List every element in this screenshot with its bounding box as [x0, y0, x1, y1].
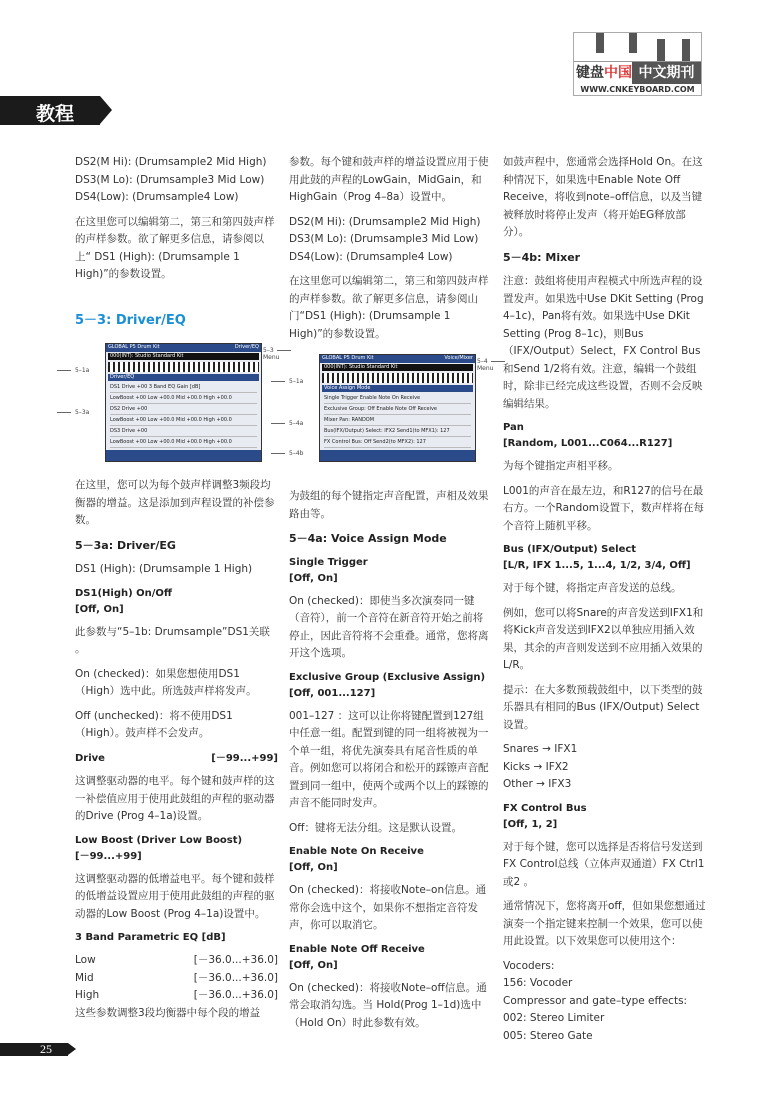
paragraph: On (checked)：即使当多次演奏同一键（音符），前一个音符在新音符开始之前将停止，因此音符将不会重叠。通常，您将离开这个选项。 [289, 594, 489, 659]
paragraph: 为鼓组的每个键指定声音配置，声相及效果路由等。 [289, 490, 489, 520]
paragraph: 这调整驱动器的低增益电平。每个键和鼓样的低增益设置应用于使用此鼓组的声程的驱动器的Low Boost (Prog 4–1a)设置中。 [75, 872, 275, 920]
parameter-name: Low [75, 954, 96, 966]
screen-param-line: Single Trigger Enable Note On Receive [324, 394, 471, 404]
text-line: 156: Vocoder [503, 977, 573, 989]
callout-label: 5–4a [289, 420, 304, 427]
parameter-heading: Enable Note On Receive [Off, On] [289, 846, 424, 873]
paragraph: 在这里您可以编辑第二，第三和第四鼓声样的声样参数。欲了解更多信息，请参阅以上“ DS1 (High): (Drumsample 1 High)”的参数设置。 [75, 215, 275, 280]
paragraph: Off (unchecked)：将不使用DS1（High）。鼓声样不会发声。 [75, 709, 233, 739]
parameter-heading: Low Boost (Driver Low Boost) [－99...+99] [75, 834, 243, 862]
screenshot-figure [75, 339, 278, 467]
line-group [503, 741, 706, 794]
logo-text-left: 键盘 [576, 65, 604, 81]
paragraph: 注意：鼓组将使用声程模式中所选声程的设置发声。如果选中Use DKit Setting (Prog 4–1c)，Pan将有效。如果选中Use DKit Setting (Prog 8–1c)，则Bus（IFX/Output）Select，FX Control Bus和Send 1/2将有效。注意，编辑一个鼓组时，除非已经完成这些设置，否则不会反映编辑结果。 [503, 275, 704, 410]
keyboard-graphic [322, 373, 473, 383]
line-group [503, 958, 706, 1046]
screen-page: Driver/EQ [234, 344, 259, 350]
parameter-heading: DS1(High) On/Off [Off, On] [75, 587, 173, 615]
paragraph: 对于每个键，您可以选择是否将信号发送到FX Control总线（立体声双通道）FX Ctrl1或2 。 [503, 840, 705, 888]
logo-text-red: 中国 [604, 65, 632, 81]
screen-param-line: DS1 Drive +00 3 Band EQ Gain [dB] [110, 383, 257, 393]
paragraph: L001的声音在最左边，和R127的信号在最右方。一个Random设置下，数声样将在每个音符上随机平移。 [503, 484, 704, 532]
parameter-range-row [75, 970, 278, 988]
parameter-range-row [75, 750, 278, 768]
paragraph: 在这里您可以编辑第二，第三和第四鼓声样的声样参数。欲了解更多信息，请参阅山门“DS1 (High): (Drumsample 1 High)”的参数设置。 [289, 275, 489, 340]
screenshot-figure [289, 350, 492, 478]
parameter-heading: Exclusive Group (Exclusive Assign) [Off, 001...127] [289, 671, 486, 699]
screen-param-line: DS3 Drive +00 [110, 427, 257, 437]
subsection-heading: 5－4b: Mixer [503, 250, 581, 264]
section-banner [0, 96, 100, 125]
text-line: Vocoders: [503, 959, 555, 972]
text-line: Snares → IFX1 [503, 743, 578, 755]
callout-label: 5–3 Menu [263, 347, 283, 361]
paragraph: 通常情况下，您将离开off，但如果您想通过演奏一个指定键来控制一个效果，您可以使用此设置。以下效果您可以使用这个： [503, 900, 706, 947]
paragraph: 此参数与“5–1b: Drumsample”DS1关联 。 [75, 625, 270, 655]
screen-param-line: FX Control Bus: Off Send2(to MFX2): 127 [324, 438, 471, 448]
screen-title-bar [320, 355, 475, 363]
parameter-range: [－99...+99] [211, 752, 278, 764]
logo-text-right: 中文期刊 [632, 62, 701, 84]
parameter-range: [－36.0...+36.0] [193, 989, 278, 1001]
text-line: Compressor and gate–type effects: [503, 994, 688, 1007]
text-line: Kicks → IFX2 [503, 760, 569, 773]
parameter-heading: Enable Note Off Receive [Off, On] [289, 943, 425, 971]
paragraph: 例如，您可以将Snare的声音发送到IFX1和将Kick声音发送到IFX2以单独应用插入效果，其余的声音则发送到不应用插入效果的L/R。 [503, 606, 704, 671]
screen-section: Driver/EQ [108, 374, 259, 381]
page-number-tab [0, 1043, 68, 1056]
paragraph: DS1 (High): (Drumsample 1 High) [75, 563, 253, 575]
parameter-heading: Bus (IFX/Output) Select [L/R, IFX 1...5, 1...4, 1/2, 3/4, Off] [503, 544, 691, 571]
column-2 [289, 154, 492, 1039]
parameter-name: Mid [75, 971, 94, 984]
screen-param-line: Mixer Pan: RANDOM [324, 416, 471, 426]
text-line: DS4(Low): (Drumsample4 Low) [289, 250, 453, 263]
subsection-heading: 5－3a: Driver/EG [75, 538, 176, 552]
parameter-heading: FX Control Bus [Off, 1, 2] [503, 802, 587, 830]
parameter-heading: Pan [Random, L001...C064...R127] [503, 422, 673, 449]
text-line: DS2(M Hi): (Drumsample2 Mid High) [289, 215, 481, 228]
screen-param-line: Exclusive Group: Off Enable Note Off Receive [324, 405, 471, 415]
paragraph: 这调整驱动器的电平。每个键和鼓声样的这一补偿值应用于使用此鼓组的声程的驱动器的Drive (Prog 4–1a)设置。 [75, 775, 275, 822]
screen-title-bar [106, 344, 261, 352]
device-screen [105, 343, 262, 462]
screen-page: Voice/Mixer [444, 355, 473, 361]
paragraph: 为每个键指定声相平移。 [503, 460, 619, 472]
callout-label: 5–4b [289, 450, 304, 457]
screen-param-line: LowBoost +00 Low +00.0 Mid +00.0 High +00.0 [110, 394, 257, 404]
paragraph: On (checked)：如果您想使用DS1（High）选中此。所选鼓声样将发声。 [75, 667, 257, 697]
paragraph: 如鼓声程中，您通常会选择Hold On。在这种情况下，如果选中Enable Note Off Receive，将收到note–off信息，以及当键被释放时将停止发声（将开始EG释放部分）。 [503, 156, 703, 238]
device-screen [319, 354, 476, 462]
screen-param-line: LowBoost +00 Low +00.0 Mid +00.0 High +00.0 [110, 438, 257, 448]
paragraph: 对于每个键，将指定声音发送的总线。 [503, 582, 682, 594]
paragraph: 参数。每个键和鼓声样的增益设置应用于使用此鼓的声程的LowGain，MidGain，和HighGain（Prog 4–8a）设置中。 [289, 156, 489, 203]
screen-mode: GLOBAL P5 Drum Kit [322, 355, 374, 361]
screen-tabs [106, 450, 261, 461]
screen-param-line: DS2 Drive +00 [110, 405, 257, 415]
parameter-range: [－36.0...+36.0] [193, 971, 278, 984]
paragraph: 001–127 ：这可以让你将键配置到127组中任意一组。配置到键的同一组将被视为一个单一组，将优先演奏具有尾音性质的单音。例如您可以将闭合和松开的踩镲声音配置到同一组中，使两个或两个以上的踩镲的声音不能同时发声。 [289, 709, 489, 809]
screen-tabs [320, 450, 475, 461]
screen-section: Voice Assign Mode [322, 385, 473, 392]
parameter-name: High [75, 989, 100, 1001]
parameter-range: [－36.0...+36.0] [193, 954, 278, 966]
text-line: DS2(M Hi): (Drumsample2 Mid High) [75, 156, 267, 168]
screen-param-line: Bus(IFX/Output) Select: IFX2 Send1(to MFX1): 127 [324, 427, 471, 437]
logo-url: WWW.CNKEYBOARD.COM [580, 85, 695, 94]
text-line: DS3(M Lo): (Drumsample3 Mid Low) [75, 173, 265, 186]
screen-mode: GLOBAL P5 Drum Kit [108, 344, 160, 350]
parameter-range-row [75, 952, 278, 970]
kit-name: 000(INT): Studio Standard Kit [322, 364, 473, 371]
paragraph: 这些参数调整3段均衡器中每个段的增益 [75, 1006, 261, 1019]
piano-keys-graphic [574, 33, 701, 62]
magazine-logo [573, 32, 702, 96]
screen-param-line: LowBoost +00 Low +00.0 Mid +00.0 High +00.0 [110, 416, 257, 426]
parameter-heading: 3 Band Parametric EQ [dB] [75, 932, 226, 943]
text-line: 002: Stereo Limiter [503, 1012, 605, 1024]
callout-label: 5–3a [75, 409, 90, 416]
paragraph: Off：键将无法分组。这是默认设置。 [289, 821, 462, 834]
subsection-heading: 5－4a: Voice Assign Mode [289, 532, 447, 545]
section-heading: 5－3: Driver/EQ [75, 312, 186, 328]
callout-label: 5–4 Menu [477, 358, 497, 372]
text-line: DS4(Low): (Drumsample4 Low) [75, 191, 239, 203]
parameter-range-row [75, 987, 278, 1005]
callout-label: 5–1a [289, 378, 304, 385]
paragraph: 在这里，您可以为每个鼓声样调整3频段均衡器的增益。这是添加到声程设置的补偿参数。 [75, 479, 275, 526]
section-title: 教程 [36, 103, 75, 125]
column-1 [75, 154, 278, 1029]
paragraph: 提示：在大多数预载鼓组中，以下类型的鼓乐器具有相同的Bus (IFX/Output) Select设置。 [503, 683, 703, 731]
kit-name: 000(INT): Studio Standard Kit [108, 353, 259, 360]
text-line: DS3(M Lo): (Drumsample3 Mid Low) [289, 233, 479, 245]
paragraph: On (checked)：将接收Note–off信息。通常会取消勾选。当 Hold(Prog 1–1d)选中（Hold On）时此参数有效。 [289, 981, 487, 1029]
parameter-name: Drive [75, 752, 105, 764]
parameter-heading: Single Trigger [Off, On] [289, 556, 368, 584]
callout-label: 5–1a [75, 367, 90, 374]
column-3 [503, 154, 706, 1052]
paragraph: On (checked)：将接收Note–on信息。通常你会选中这个，如果你不想指定音符发声，你可以取消它。 [289, 884, 487, 931]
text-line: Other → IFX3 [503, 778, 572, 790]
keyboard-graphic [108, 362, 259, 372]
page-number: 25 [40, 1042, 52, 1056]
line-group [75, 154, 278, 207]
line-group [289, 214, 492, 267]
text-line: 005: Stereo Gate [503, 1029, 593, 1042]
